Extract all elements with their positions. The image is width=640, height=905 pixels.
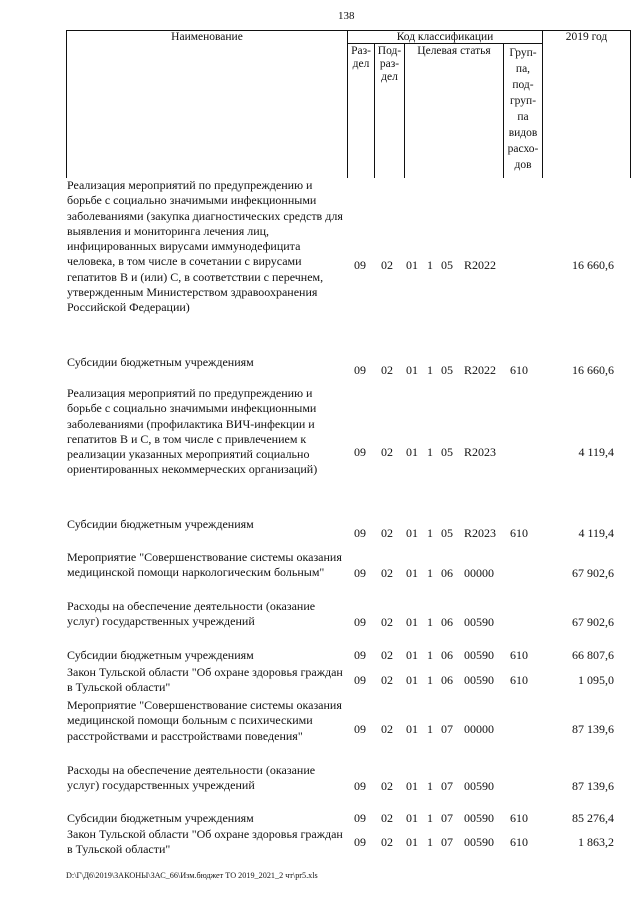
row-name: Субсидии бюджетным учреждениям (67, 517, 254, 531)
row-vid-rashodov: 610 (510, 811, 528, 825)
row-podrazdel: 02 (381, 566, 393, 580)
row-cs-subprogram: 1 (427, 648, 433, 662)
row-podrazdel: 02 (381, 615, 393, 629)
row-cs-program: 01 (406, 363, 418, 377)
row-cs-subprogram: 1 (427, 811, 433, 825)
row-razdel: 09 (354, 615, 366, 629)
row-cs-program: 01 (406, 648, 418, 662)
row-razdel: 09 (354, 258, 366, 272)
row-amount: 16 660,6 (572, 258, 614, 272)
row-cs-subprogram: 1 (427, 722, 433, 736)
row-cs-subprogram: 1 (427, 566, 433, 580)
row-cs-program: 01 (406, 835, 418, 849)
row-cs-subprogram: 1 (427, 835, 433, 849)
row-razdel: 09 (354, 526, 366, 540)
row-razdel: 09 (354, 722, 366, 736)
row-razdel: 09 (354, 566, 366, 580)
row-cs-direction: 00590 (464, 673, 494, 687)
row-cs-direction: R2022 (464, 363, 497, 377)
row-razdel: 09 (354, 648, 366, 662)
row-cs-subprogram: 1 (427, 615, 433, 629)
row-amount: 16 660,6 (572, 363, 614, 377)
row-cs-direction: 00590 (464, 648, 494, 662)
row-cs-event: 05 (441, 445, 453, 459)
row-podrazdel: 02 (381, 445, 393, 459)
header-gruppa: Груп- па, под- груп- па видов расхо- дов (507, 47, 539, 171)
row-cs-event: 06 (441, 673, 453, 687)
header-razdel: Раз- дел (351, 45, 371, 70)
row-podrazdel: 02 (381, 258, 393, 272)
row-razdel: 09 (354, 811, 366, 825)
row-amount: 4 119,4 (578, 445, 614, 459)
row-cs-direction: 00590 (464, 811, 494, 825)
row-cs-program: 01 (406, 566, 418, 580)
row-name: Мероприятие "Совершенствование системы оказания медицинской помощи наркологическим больным" (67, 550, 342, 580)
row-amount: 1 095,0 (578, 673, 614, 687)
page-number: 138 (338, 10, 355, 22)
row-amount: 67 902,6 (572, 615, 614, 629)
row-podrazdel: 02 (381, 835, 393, 849)
row-cs-direction: 00000 (464, 566, 494, 580)
row-podrazdel: 02 (381, 811, 393, 825)
row-cs-event: 07 (441, 779, 453, 793)
row-podrazdel: 02 (381, 648, 393, 662)
row-cs-program: 01 (406, 258, 418, 272)
row-cs-direction: R2023 (464, 526, 497, 540)
file-path-footer: D:\Г\Д6\2019\ЗАКОНЫ\ЗАС_66\Изм.бюджет ТО 2019_2021_2 чт\pr5.xls (66, 871, 318, 880)
row-name: Реализация мероприятий по предупреждению и борьбе с социально значимыми инфекционными заболеваниями (закупка диагностических средств для выявления и мониторинга лечения лиц, инфицированных вирусами иммунодефицита человека, в том числе в сочетании с вирусами гепатитов В и (или) С, в соответствии с перечнем, утвержденным Министерством здравоохранения Российской Федерации) (67, 178, 343, 315)
header-tselevaya: Целевая статья (417, 45, 491, 57)
row-podrazdel: 02 (381, 722, 393, 736)
header-podrazdel: Под- раз- дел (377, 45, 402, 83)
row-vid-rashodov: 610 (510, 835, 528, 849)
row-cs-program: 01 (406, 445, 418, 459)
row-name: Расходы на обеспечение деятельности (оказание услуг) государственных учреждений (67, 599, 316, 629)
row-cs-program: 01 (406, 673, 418, 687)
row-cs-subprogram: 1 (427, 779, 433, 793)
row-cs-event: 07 (441, 811, 453, 825)
row-amount: 87 139,6 (572, 779, 614, 793)
row-podrazdel: 02 (381, 363, 393, 377)
row-cs-direction: R2022 (464, 258, 497, 272)
row-name: Закон Тульской области "Об охране здоровья граждан в Тульской области" (67, 665, 343, 695)
row-amount: 66 807,6 (572, 648, 614, 662)
row-cs-direction: R2023 (464, 445, 497, 459)
row-cs-direction: 00590 (464, 615, 494, 629)
header-code-group: Код классификации (396, 31, 494, 43)
row-podrazdel: 02 (381, 526, 393, 540)
row-vid-rashodov: 610 (510, 673, 528, 687)
row-amount: 1 863,2 (578, 835, 614, 849)
row-cs-direction: 00000 (464, 722, 494, 736)
row-cs-program: 01 (406, 811, 418, 825)
row-cs-event: 05 (441, 363, 453, 377)
row-razdel: 09 (354, 673, 366, 687)
row-razdel: 09 (354, 779, 366, 793)
row-name: Расходы на обеспечение деятельности (оказание услуг) государственных учреждений (67, 763, 316, 793)
header-name: Наименование (171, 31, 243, 43)
row-cs-subprogram: 1 (427, 526, 433, 540)
row-name: Мероприятие "Совершенствование системы оказания медицинской помощи больным с психическими расстройствами и расстройствами поведения" (67, 698, 342, 743)
row-razdel: 09 (354, 835, 366, 849)
row-razdel: 09 (354, 363, 366, 377)
row-podrazdel: 02 (381, 673, 393, 687)
row-cs-program: 01 (406, 779, 418, 793)
row-cs-subprogram: 1 (427, 673, 433, 687)
row-cs-program: 01 (406, 615, 418, 629)
row-amount: 85 276,4 (572, 811, 614, 825)
row-cs-program: 01 (406, 526, 418, 540)
row-cs-event: 06 (441, 648, 453, 662)
row-name: Субсидии бюджетным учреждениям (67, 648, 254, 662)
row-name: Субсидии бюджетным учреждениям (67, 355, 254, 369)
row-cs-event: 07 (441, 835, 453, 849)
row-cs-subprogram: 1 (427, 258, 433, 272)
row-amount: 67 902,6 (572, 566, 614, 580)
row-cs-program: 01 (406, 722, 418, 736)
row-cs-event: 06 (441, 566, 453, 580)
row-cs-direction: 00590 (464, 835, 494, 849)
row-podrazdel: 02 (381, 779, 393, 793)
row-amount: 87 139,6 (572, 722, 614, 736)
row-name: Реализация мероприятий по предупреждению и борьбе с социально значимыми инфекционными заболеваниями (профилактика ВИЧ-инфекции и гепатитов В и С, в том числе с привлечением к реализации указанных мероприятий социально ориентированных некоммерческих организаций) (67, 386, 318, 477)
row-cs-event: 05 (441, 258, 453, 272)
row-cs-direction: 00590 (464, 779, 494, 793)
row-vid-rashodov: 610 (510, 526, 528, 540)
row-cs-subprogram: 1 (427, 445, 433, 459)
row-cs-event: 07 (441, 722, 453, 736)
row-razdel: 09 (354, 445, 366, 459)
row-vid-rashodov: 610 (510, 648, 528, 662)
header-year: 2019 год (565, 31, 608, 43)
row-cs-event: 06 (441, 615, 453, 629)
row-name: Субсидии бюджетным учреждениям (67, 811, 254, 825)
row-cs-event: 05 (441, 526, 453, 540)
row-cs-subprogram: 1 (427, 363, 433, 377)
row-amount: 4 119,4 (578, 526, 614, 540)
row-vid-rashodov: 610 (510, 363, 528, 377)
row-name: Закон Тульской области "Об охране здоровья граждан в Тульской области" (67, 827, 343, 857)
